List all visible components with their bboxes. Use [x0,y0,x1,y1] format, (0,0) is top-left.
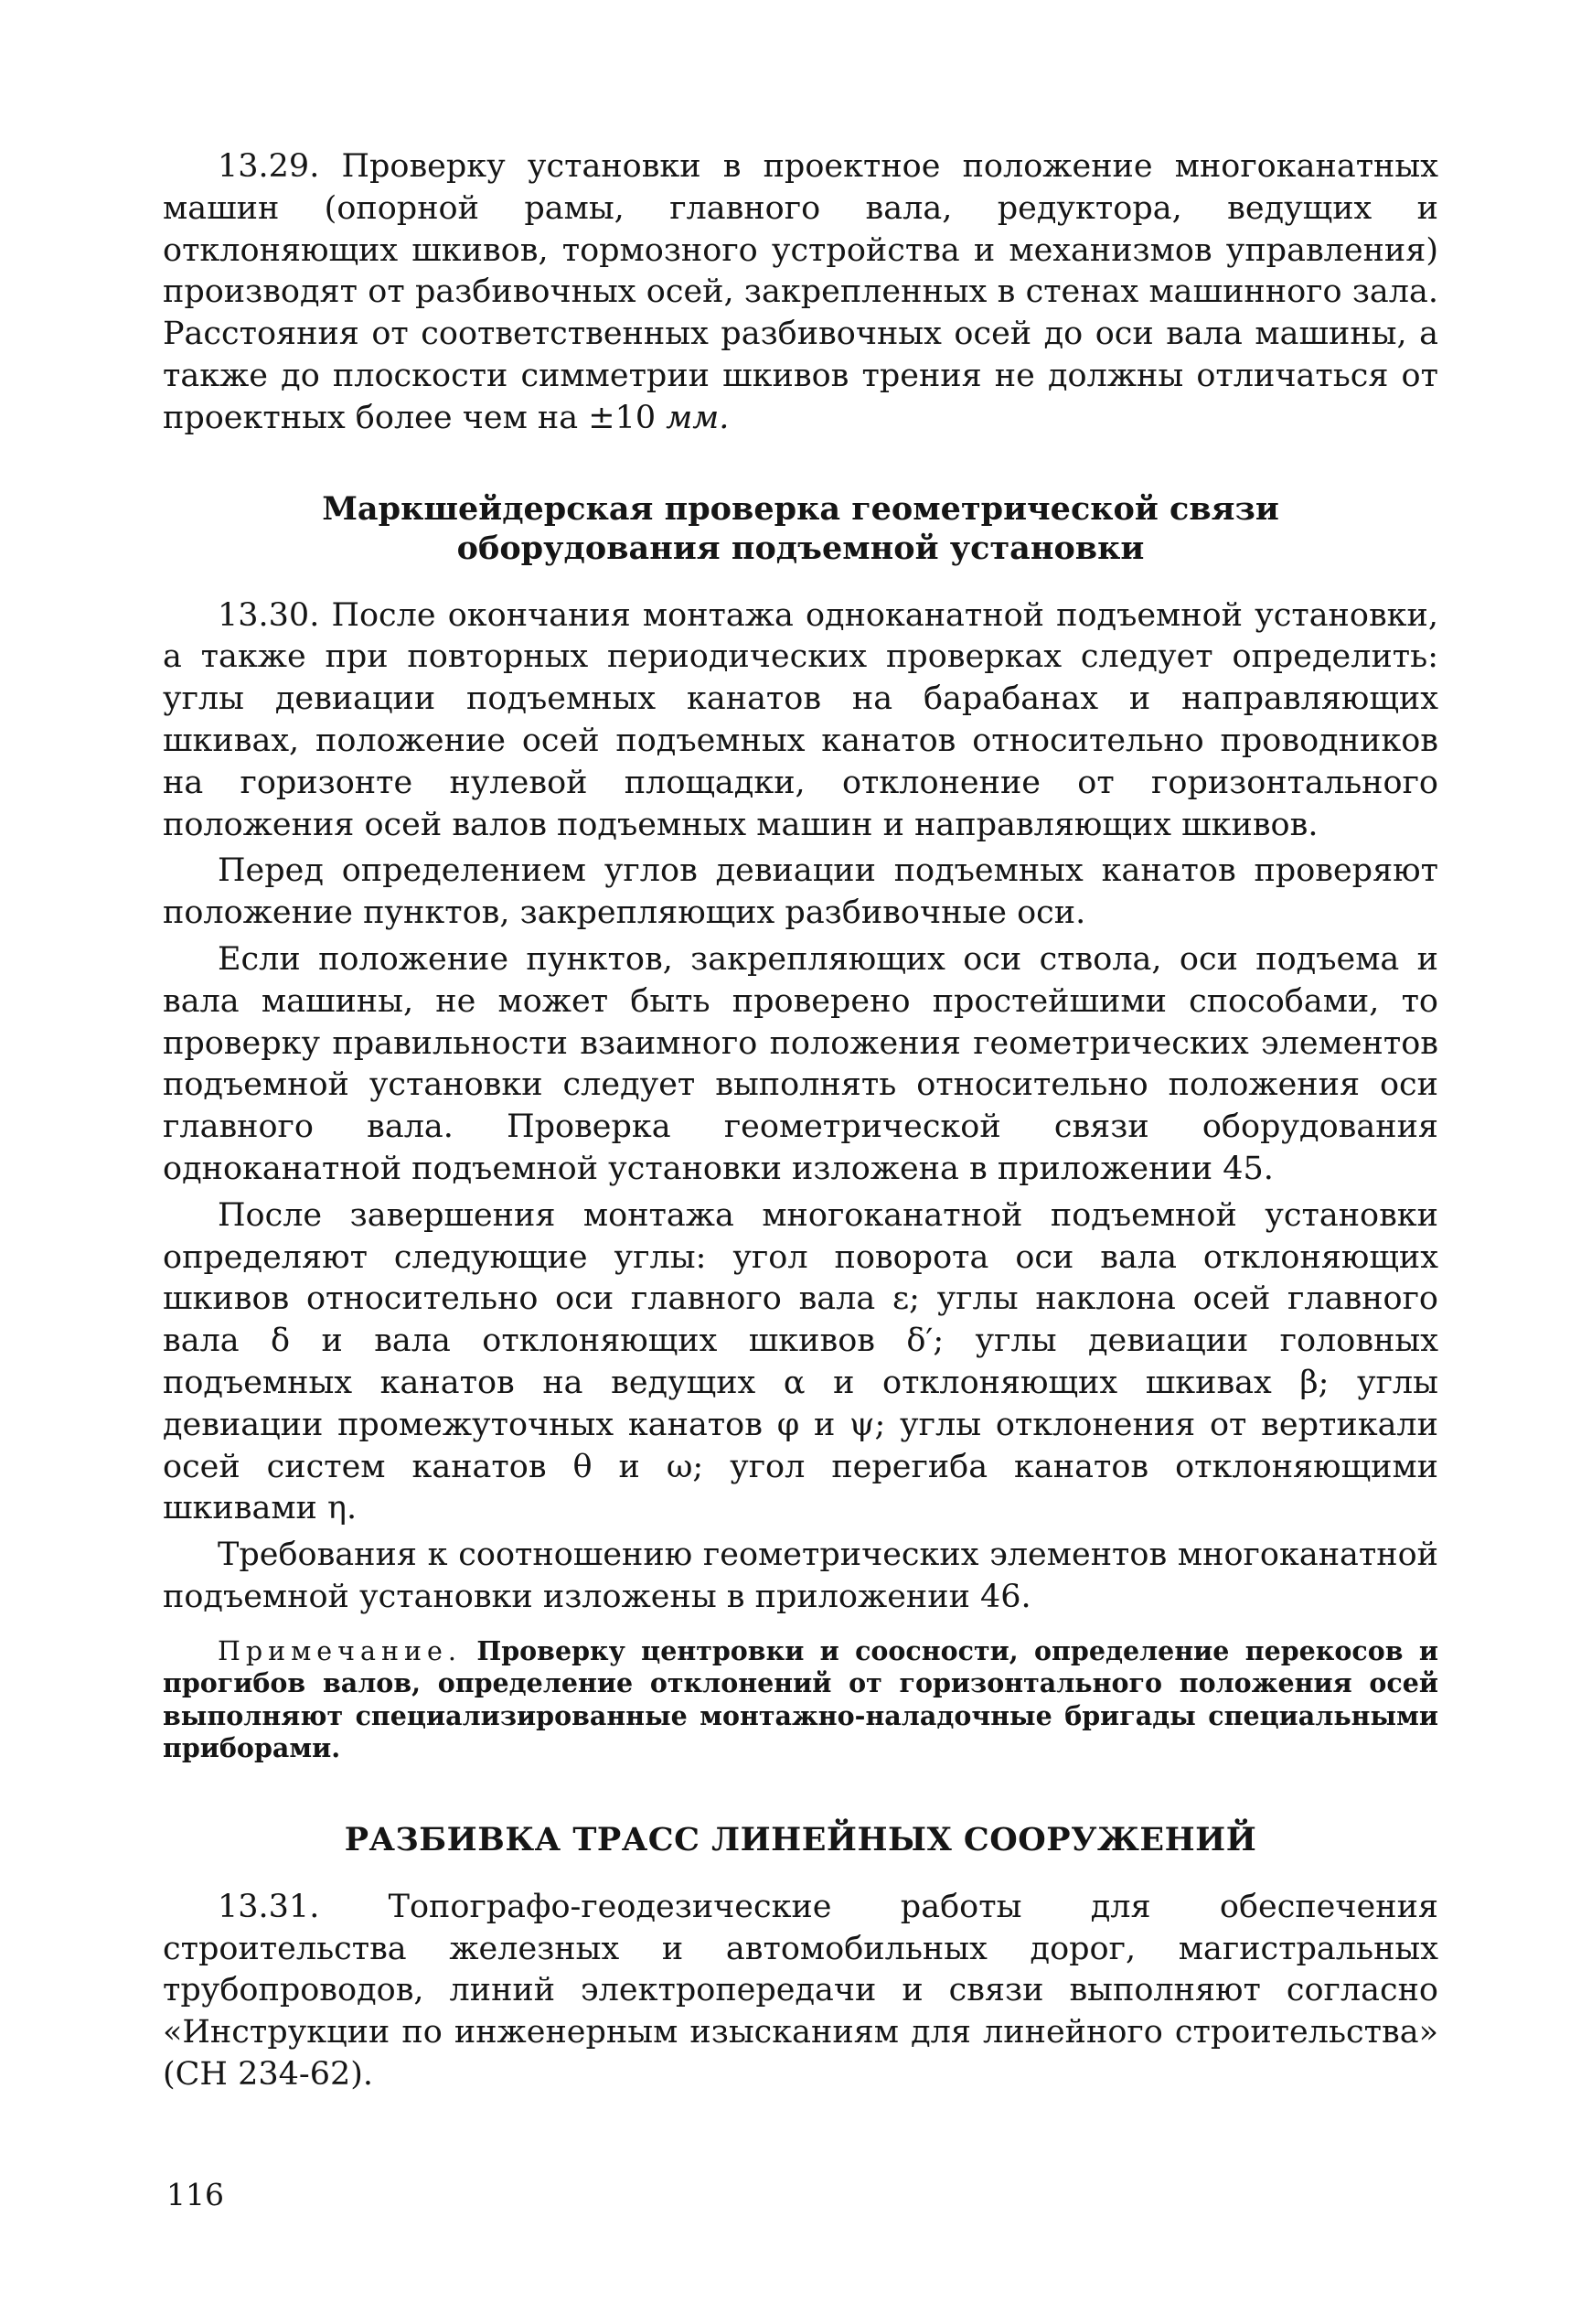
clause-number: 13.29. [218,148,320,185]
document-page [163,146,1438,2096]
paragraph-multirope-angles: После завершения монтажа многоканатной подъемной установки определяют следующие углы: угол поворота оси вала отклоняющих шкивов относительно оси главного вала ε; углы наклона осей главного вала δ и вала отклоняющих шкивов δ′; углы девиации головных подъемных канатов на ведущих α и отклоняющих шкивах β; углы девиации промежуточных канатов φ и ψ; углы отклонения от вертикали осей систем канатов θ и ω; угол перегиба канатов отклоняющими шкивами η. [163,1196,1438,1527]
page-number: 116 [166,2177,224,2212]
paragraph-text: После окончания монтажа одноканатной подъемной установки, а также при повторных периодических проверках следует определить: углы девиации подъемных канатов на барабанах и направляющих шкивах, положение осей подъемных канатов относительно проводников на горизонте нулевой площадки, отклонение от горизонтального положения осей валов подъемных машин и направляющих шкивов. [163,596,1438,843]
paragraph-13-31 [163,1887,1438,2096]
paragraph-13-30 [163,595,1438,847]
paragraph-13-29 [163,146,1438,440]
note-block [163,1635,1438,1765]
note-label: Примечание. [218,1635,462,1666]
heading-line: Маркшейдерская проверка геометрической связи [322,489,1279,528]
section-heading-survey-check [163,489,1438,568]
heading-line: оборудования подъемной установки [456,529,1145,567]
clause-number: 13.31. [218,1888,320,1925]
paragraph-text: Топографо-геодезические работы для обеспечения строительства железных и автомобильных дорог, магистральных трубопроводов, линий электропередачи и связи выполняют согласно «Инструкции по инженерным изысканиям для линейного строительства» (СН 234-62). [163,1888,1438,2093]
unit-label: мм. [666,399,730,436]
paragraph-point-positions: Если положение пунктов, закрепляющих оси ствола, оси подъема и вала машины, не может быть проверено простейшими способами, то проверку правильности взаимного положения геометрических элементов подъемной установки следует выполнять относительно положения оси главного вала. Проверка геометрической связи оборудования одноканатной подъемной установки изложена в приложении 45. [163,940,1438,1187]
paragraph-requirements: Требования к соотношению геометрических элементов многоканатной подъемной установки изложены в приложении 46. [163,1537,1438,1615]
paragraph-text: Проверку установки в проектное положение многоканатных машин (опорной рамы, главного вала, редуктора, ведущих и отклоняющих шкивов, тормозного устройства и механизмов управления) производят от разбивочных осей, закрепленных в стенах машинного зала. Расстояния от соответственных разбивочных осей до оси вала машины, а также до плоскости симметрии шкивов трения не должны отличаться от проектных более чем на ±10 [163,148,1438,436]
clause-number: 13.30. [218,596,320,634]
paragraph-deviation-angles: Перед определением углов девиации подъемных канатов проверяют положение пунктов, закрепляющих разбивочные оси. [163,852,1438,932]
section-heading-route-staking: РАЗБИВКА ТРАСС ЛИНЕЙНЫХ СООРУЖЕНИЙ [344,1820,1257,1858]
note-text: Проверку центровки и соосности, определение перекосов и прогибов валов, определение отклонений от горизонтального положения осей выполняют специализированные монтажно-наладочные бригады специальными приборами. [163,1634,1438,1764]
